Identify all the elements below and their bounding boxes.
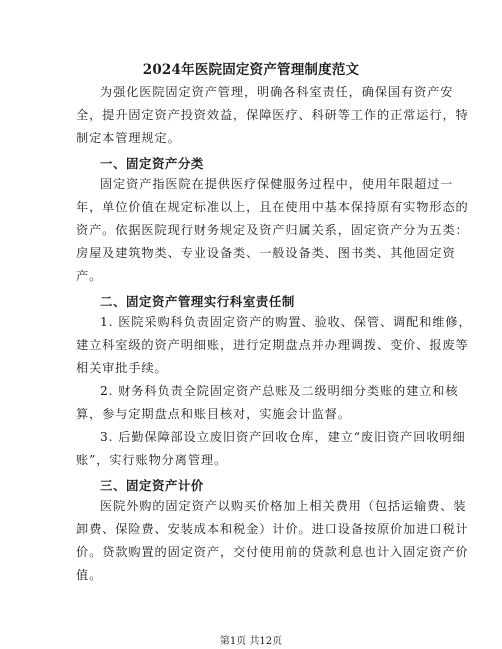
paragraph-line: 卸费、保险费、安装成本和税金）计价。进口设备按原价加进口税计 bbox=[76, 522, 469, 536]
list-item-line: 1. 医院采购科负责固定资产的购置、验收、保管、调配和维修， bbox=[100, 315, 472, 329]
intro-line: 制定本管理规定。 bbox=[76, 131, 181, 145]
paragraph-line: 医院外购的固定资产以购买价格加上相关费用（包括运输费、装 bbox=[100, 499, 467, 513]
paragraph-line: 产。 bbox=[76, 269, 103, 283]
paragraph-line: 值。 bbox=[76, 568, 103, 582]
paragraph-line: 年，单位价值在规定标准以上，且在使用中基本保持原有实物形态的 bbox=[76, 200, 469, 214]
paragraph-line: 资产。依据医院现行财务规定及资产归属关系，固定资产分为五类： bbox=[76, 223, 469, 237]
list-item-line: 相关审批手续。 bbox=[76, 361, 168, 375]
list-item-line: 算，参与定期盘点和账目核对，实施会计监督。 bbox=[76, 407, 351, 421]
section-heading: 一、固定资产分类 bbox=[100, 156, 204, 171]
page-number-footer: 第1页 共12页 bbox=[219, 636, 283, 647]
list-item-line: 2. 财务科负责全院固定资产总账及二级明细分类账的建立和核 bbox=[100, 384, 459, 398]
section-heading: 二、固定资产管理实行科室责任制 bbox=[100, 294, 295, 309]
document-title: 2024年医院固定资产管理制度范文 bbox=[142, 62, 360, 78]
list-item-line: 账”，实行账物分离管理。 bbox=[76, 453, 228, 467]
list-item-line: 建立科室级的资产明细账，进行定期盘点并办理调拨、变价、报废等 bbox=[76, 338, 469, 352]
list-item-line: 3. 后勤保障部设立废旧资产回收仓库，建立“废旧资产回收明细 bbox=[100, 430, 466, 444]
intro-line: 全，提升固定资产投资效益，保障医疗、科研等工作的正常运行，特 bbox=[76, 108, 469, 122]
paragraph-line: 房屋及建筑物类、专业设备类、一般设备类、图书类、其他固定资 bbox=[76, 246, 456, 260]
intro-line: 为强化医院固定资产管理，明确各科室责任，确保国有资产安 bbox=[100, 85, 454, 99]
section-heading: 三、固定资产计价 bbox=[100, 478, 204, 493]
paragraph-line: 固定资产指医院在提供医疗保健服务过程中，使用年限超过一 bbox=[100, 177, 454, 191]
paragraph-line: 价。贷款购置的固定资产，交付使用前的贷款利息也计入固定资产价 bbox=[76, 545, 469, 559]
